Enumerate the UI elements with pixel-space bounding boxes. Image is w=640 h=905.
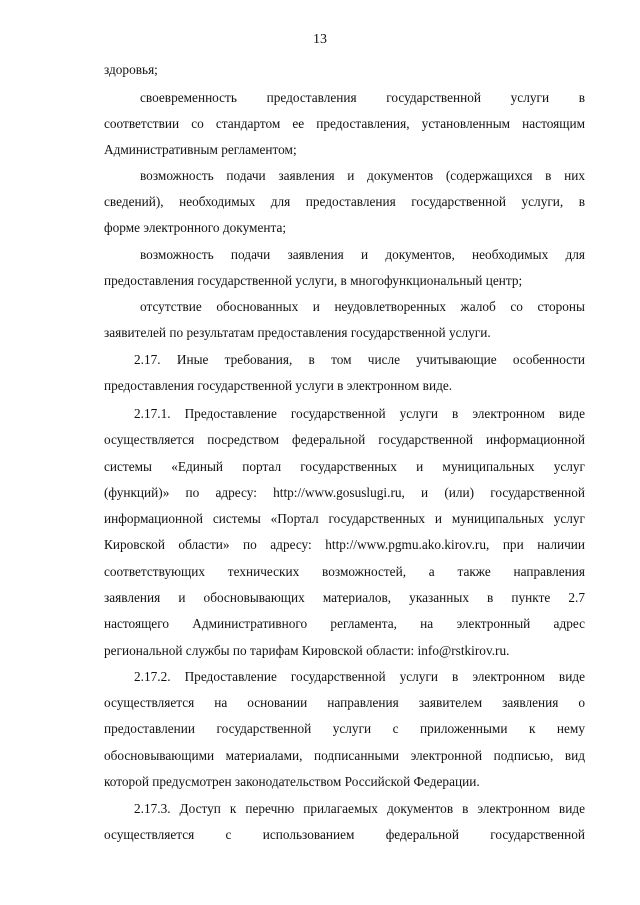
text-line: (функций)» по адресу: http://www.gosuslugi.ru, и (или) государственной	[104, 485, 585, 500]
text-line: соответствующих технических возможностей, а также направления	[104, 564, 585, 579]
text-line: предоставлении государственной услуги с приложенными к нему	[104, 721, 585, 736]
text-line: предоставления государственной услуги, в многофункциональный центр;	[104, 273, 523, 288]
text-line: сведений), необходимых для предоставления государственной услуги, в	[104, 194, 585, 209]
text-line: настоящего Административного регламента, на электронный адрес	[104, 616, 585, 631]
text-line: форме электронного документа;	[104, 220, 287, 235]
text-line: Административным регламентом;	[104, 142, 297, 157]
text-line: осуществляется посредством федеральной государственной информационной	[104, 432, 585, 447]
text-line: которой предусмотрен законодательством Российской Федерации.	[104, 774, 480, 789]
text-line: заявителей по результатам предоставления государственной услуги.	[104, 325, 491, 340]
text-line: информационной системы «Портал государственных и муниципальных услуг	[104, 511, 585, 526]
page-number: 13	[313, 32, 327, 47]
text-line: 2.17. Иные требования, в том числе учитывающие особенности	[134, 352, 585, 367]
text-line: 2.17.3. Доступ к перечню прилагаемых документов в электронном виде	[134, 801, 585, 816]
text-line: 2.17.1. Предоставление государственной услуги в электронном виде	[134, 406, 585, 421]
text-line: осуществляется на основании направления заявителем заявления о	[104, 695, 585, 710]
text-line: региональной службы по тарифам Кировской области: info@rstkirov.ru.	[104, 643, 510, 658]
text-line: отсутствие обоснованных и неудовлетворенных жалоб со стороны	[140, 299, 585, 314]
text-line: предоставления государственной услуги в электронном виде.	[104, 378, 453, 393]
text-line: системы «Единый портал государственных и муниципальных услуг	[104, 459, 585, 474]
text-line: возможность подачи заявления и документов, необходимых для	[140, 247, 585, 262]
text-line: своевременность предоставления государственной услуги в	[140, 90, 585, 105]
text-line: осуществляется с использованием федеральной государственной	[104, 827, 585, 842]
text-line: возможность подачи заявления и документов (содержащихся в них	[140, 168, 585, 183]
text-line: Кировской области» по адресу: http://www.pgmu.ako.kirov.ru, при наличии	[104, 537, 585, 552]
text-line: заявления и обосновывающих материалов, указанных в пункте 2.7	[104, 590, 585, 605]
text-line: соответствии со стандартом ее предоставления, установленным настоящим	[104, 116, 585, 131]
text-line: обосновывающими материалами, подписанными электронной подписью, вид	[104, 748, 585, 763]
text-line: здоровья;	[104, 62, 158, 77]
text-line: 2.17.2. Предоставление государственной услуги в электронном виде	[134, 669, 585, 684]
